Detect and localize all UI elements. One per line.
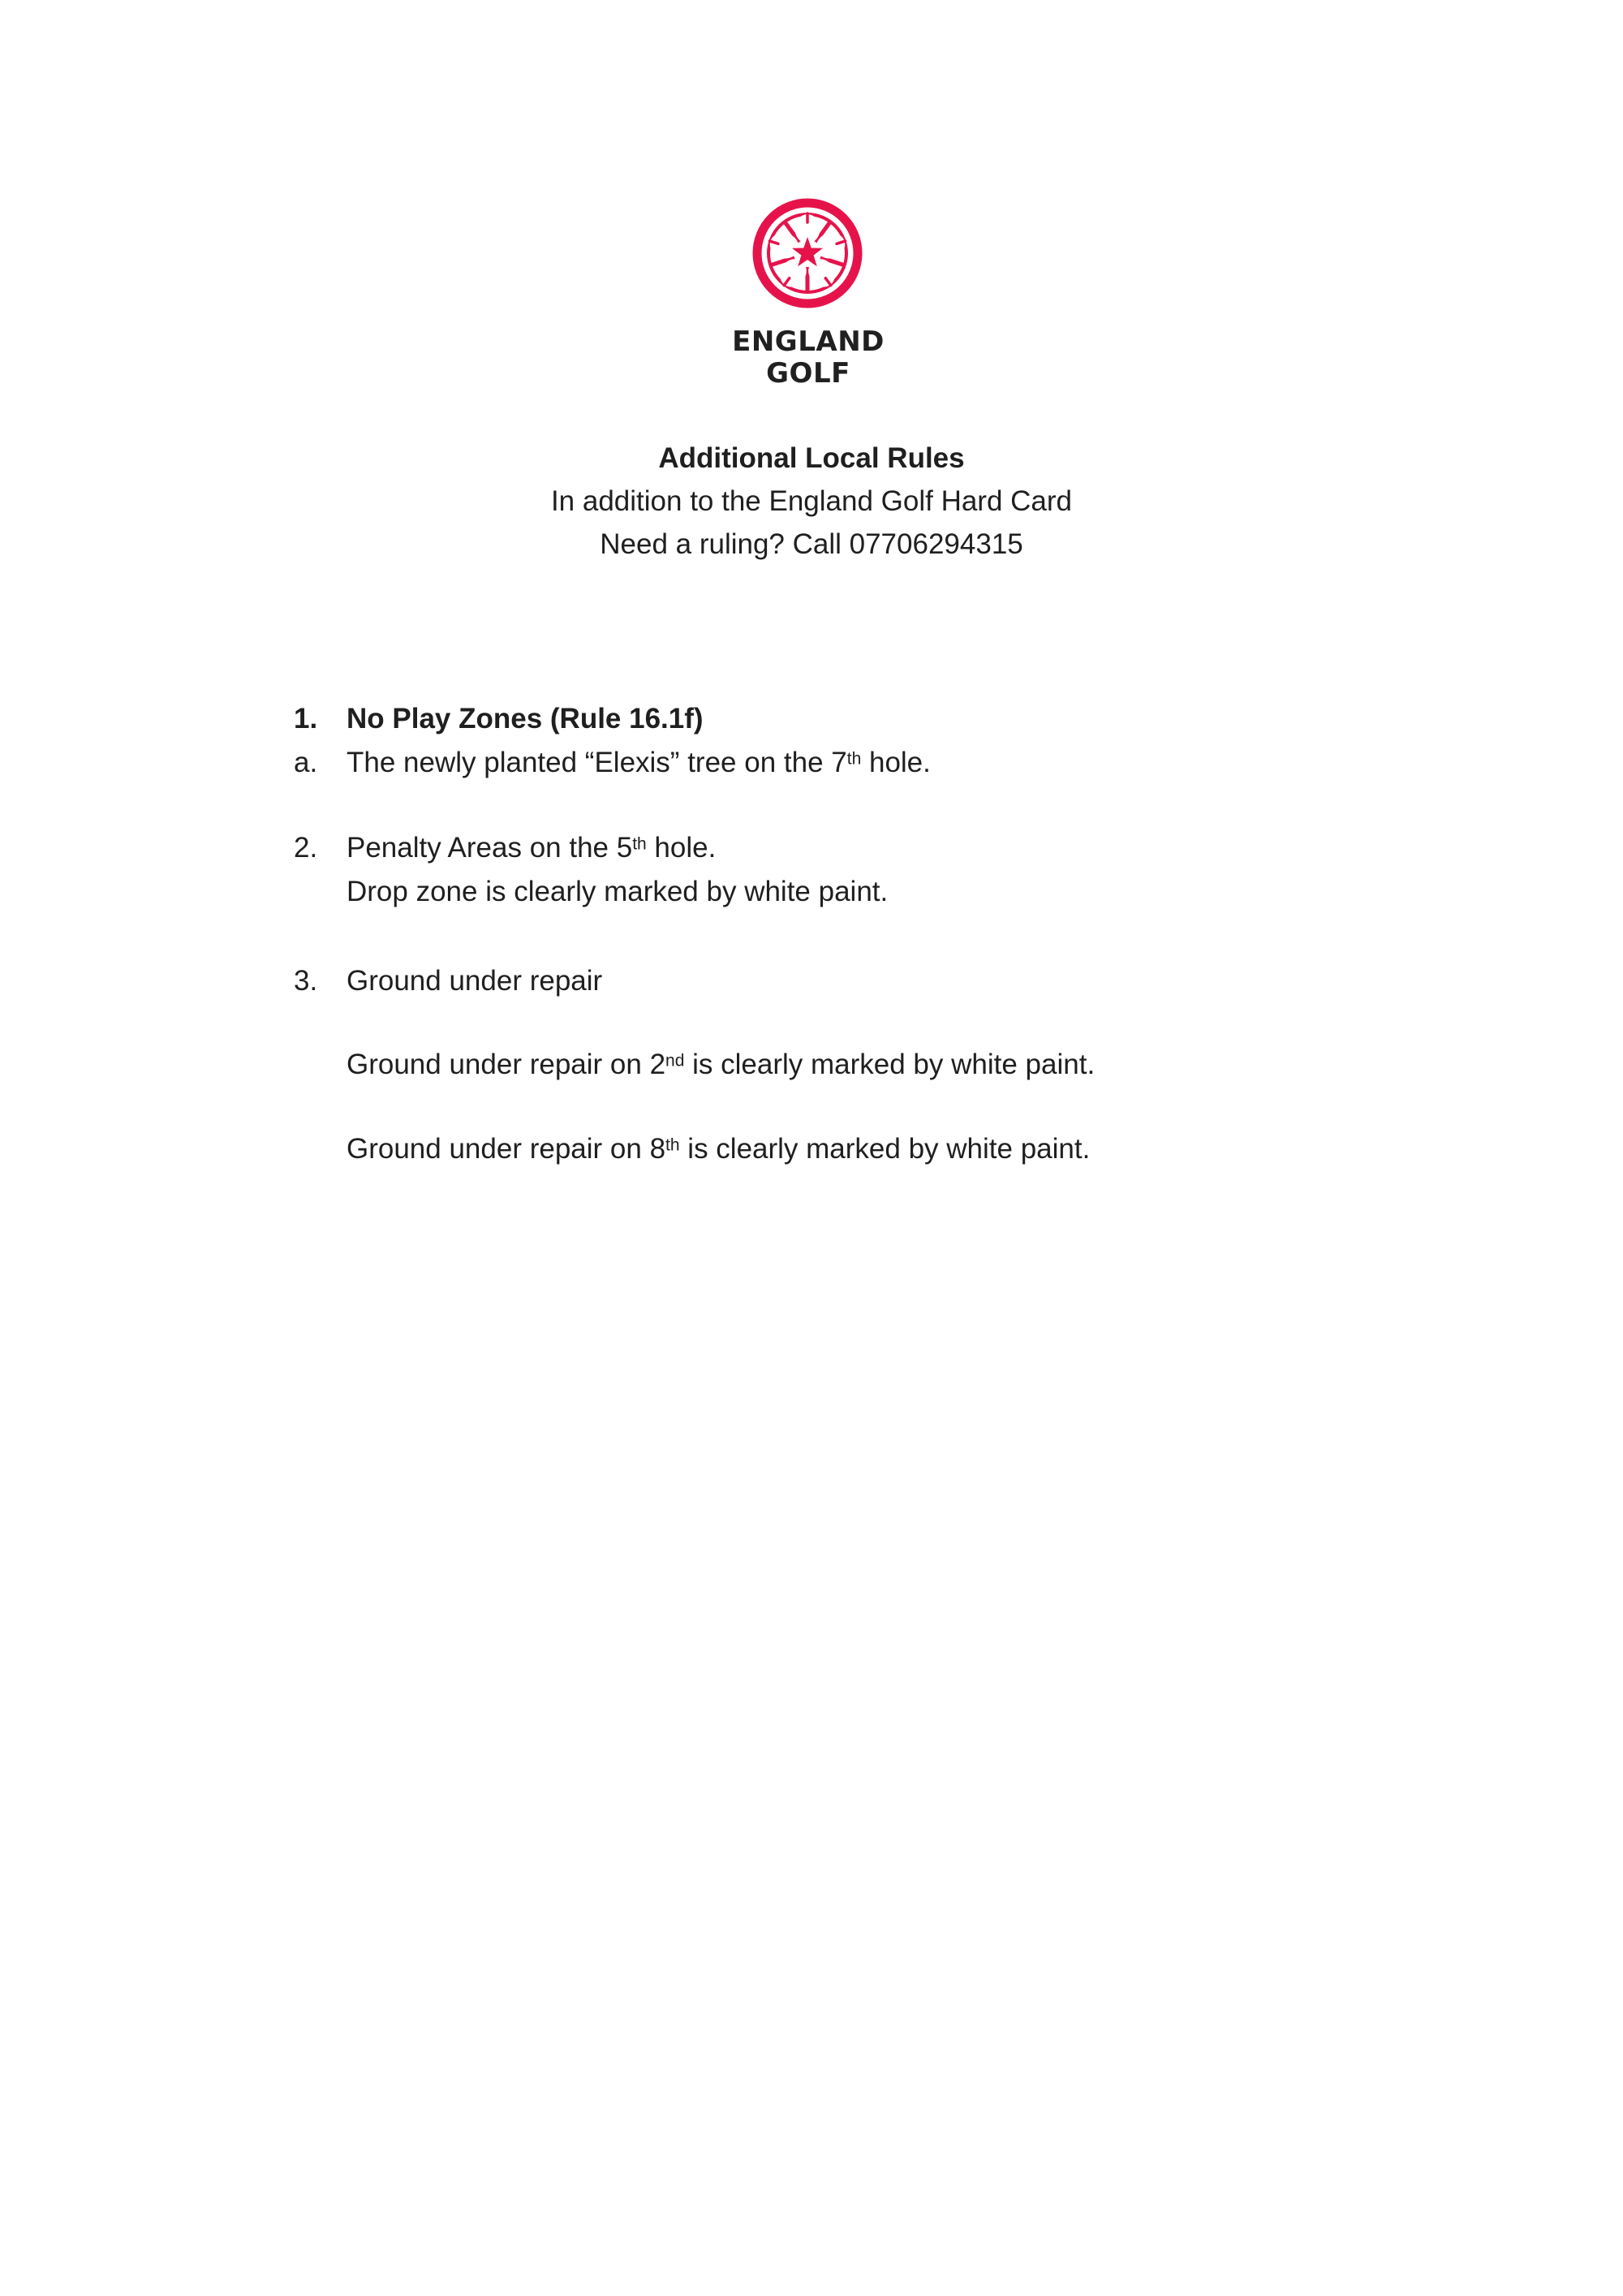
rule-item-1-text: No Play Zones (Rule 16.1f) (347, 703, 704, 734)
brand-wordmark (0, 326, 1617, 390)
rule-item-3-text: Ground under repair (347, 965, 603, 997)
rule-item-3-gur-2nd-text: Ground under repair on 2nd is clearly marked by white paint. (347, 1049, 1096, 1080)
rule-item-2 (0, 826, 1623, 870)
rule-item-1a-marker: a. (294, 747, 318, 778)
england-golf-rose-icon (751, 196, 864, 310)
ordinal-superscript: nd (665, 1051, 685, 1070)
rule-item-3-gur-8th (0, 1127, 1623, 1171)
ordinal-superscript: th (632, 834, 647, 854)
ordinal-superscript: th (665, 1135, 680, 1155)
rule-item-3-marker: 3. (294, 965, 318, 997)
ordinal-superscript: th (846, 749, 862, 769)
doc-subtitle-hard-card: In addition to the England Golf Hard Card (550, 485, 1073, 517)
rule-item-3-gur-2nd (0, 1043, 1623, 1087)
rule-item-1 (0, 697, 1623, 741)
rule-item-2-marker: 2. (294, 832, 318, 864)
headline-block (0, 437, 1623, 566)
doc-title: Additional Local Rules (658, 442, 965, 474)
rule-item-1a (0, 741, 1623, 785)
brand-line-golf: GOLF (766, 357, 850, 390)
rule-item-2-text: Penalty Areas on the 5th hole. (347, 832, 717, 864)
brand-line-england: ENGLAND (732, 325, 885, 358)
rule-item-3-gur-8th-text: Ground under repair on 8th is clearly marked by white paint. (347, 1133, 1091, 1165)
rule-item-3 (0, 959, 1623, 1003)
rule-item-1-marker: 1. (294, 703, 318, 734)
rule-item-1a-text: The newly planted “Elexis” tree on the 7th hole. (347, 747, 931, 778)
rule-item-2-note (0, 870, 1623, 914)
doc-subtitle-ruling-phone: Need a ruling? Call 07706294315 (600, 528, 1023, 560)
rule-item-2-note-text: Drop zone is clearly marked by white paint. (347, 876, 889, 907)
